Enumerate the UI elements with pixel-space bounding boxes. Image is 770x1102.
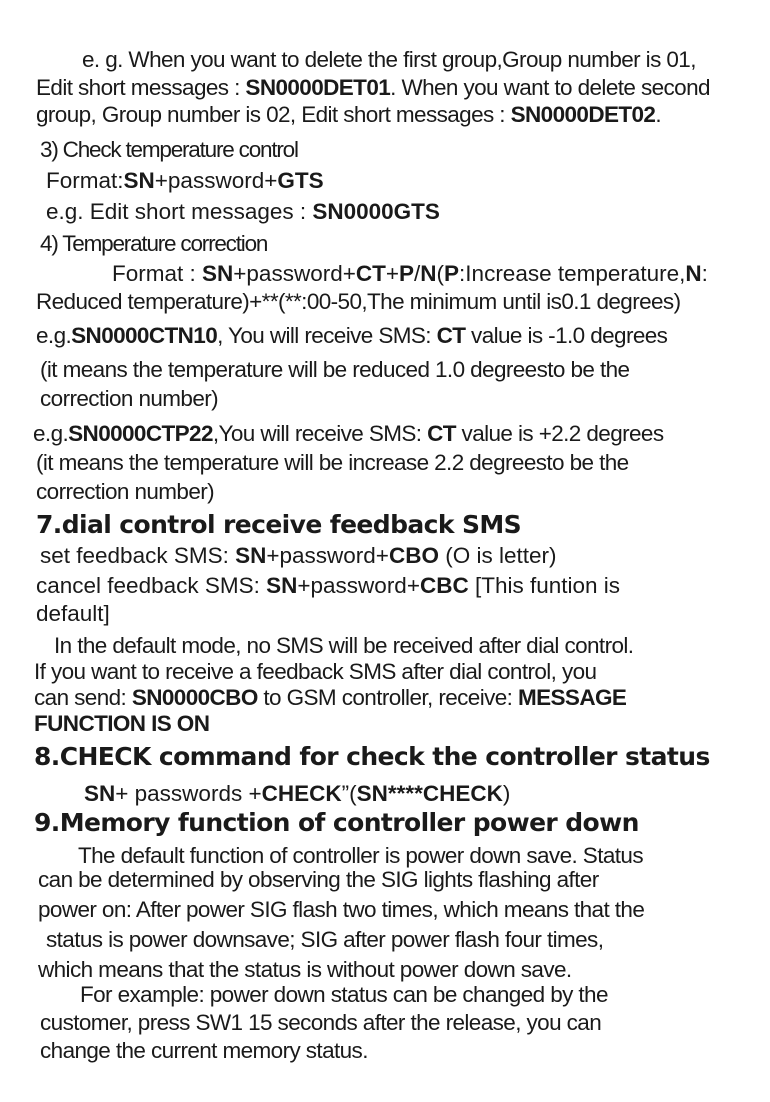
section-heading-9: 9.Memory function of controller power down	[34, 808, 639, 837]
sms-command: SN0000GTS	[312, 199, 440, 224]
text-line: FUNCTION IS ON	[34, 711, 210, 736]
text-line: If you want to receive a feedback SMS after dial control, you	[34, 659, 597, 684]
sms-command: SN0000CBO	[131, 685, 258, 710]
text-line: can send: SN0000CBO to GSM controller, receive: MESSAGE	[34, 685, 627, 710]
text-line: can be determined by observing the SIG lights flashing after	[38, 867, 599, 892]
text-line: set feedback SMS: SN+password+CBO (O is letter)	[40, 543, 557, 568]
text-line: e.g. Edit short messages : SN0000GTS	[46, 199, 440, 224]
text-line: e. g. When you want to delete the first group,Group number is 01,	[82, 47, 696, 72]
sms-command: SN0000CTP22	[68, 421, 213, 446]
text-line: which means that the status is without power down save.	[38, 957, 572, 982]
text-line: For example: power down status can be changed by the	[80, 982, 608, 1007]
text-line: SN+ passwords +CHECK”(SN****CHECK)	[84, 781, 511, 806]
text-line: group, Group number is 02, Edit short messages : SN0000DET02.	[36, 102, 662, 127]
text-line: customer, press SW1 15 seconds after the release, you can	[40, 1010, 602, 1035]
sms-command: SN0000CTN10	[71, 323, 218, 348]
text-line: (it means the temperature will be reduced 1.0 degreesto be the	[40, 357, 630, 382]
sms-command: SN0000DET01	[245, 75, 391, 100]
text-line: status is power downsave; SIG after power flash four times,	[46, 927, 604, 952]
sms-command: SN0000DET02	[510, 102, 656, 127]
text-line: Format:SN+password+GTS	[46, 168, 324, 193]
text-line: Edit short messages : SN0000DET01. When you want to delete second	[36, 75, 710, 100]
section-subheading: 4) Temperature correction	[40, 231, 268, 256]
text-line: cancel feedback SMS: SN+password+CBC [This funtion is	[36, 573, 621, 598]
text-line: correction number)	[36, 479, 215, 504]
text-line: Format : SN+password+CT+P/N(P:Increase temperature,N:	[112, 261, 708, 286]
text-line: (it means the temperature will be increase 2.2 degreesto be the	[36, 450, 629, 475]
text-line: e.g.SN0000CTP22,You will receive SMS: CT value is +2.2 degrees	[33, 421, 664, 446]
text-line: power on: After power SIG flash two times, which means that the	[38, 897, 645, 922]
section-heading-8: 8.CHECK command for check the controller status	[34, 742, 710, 771]
text-line: In the default mode, no SMS will be received after dial control.	[54, 633, 634, 658]
text-line: e.g.SN0000CTN10, You will receive SMS: CT value is -1.0 degrees	[36, 323, 668, 348]
section-subheading: 3) Check temperature control	[40, 137, 298, 162]
text-line: correction number)	[40, 386, 219, 411]
text-line: change the current memory status.	[40, 1038, 368, 1063]
section-heading-7: 7.dial control receive feedback SMS	[36, 510, 522, 539]
text-line: default]	[36, 601, 110, 626]
text-line: The default function of controller is power down save. Status	[78, 843, 643, 868]
text-line: Reduced temperature)+**(**:00-50,The minimum until is0.1 degrees)	[36, 289, 681, 314]
